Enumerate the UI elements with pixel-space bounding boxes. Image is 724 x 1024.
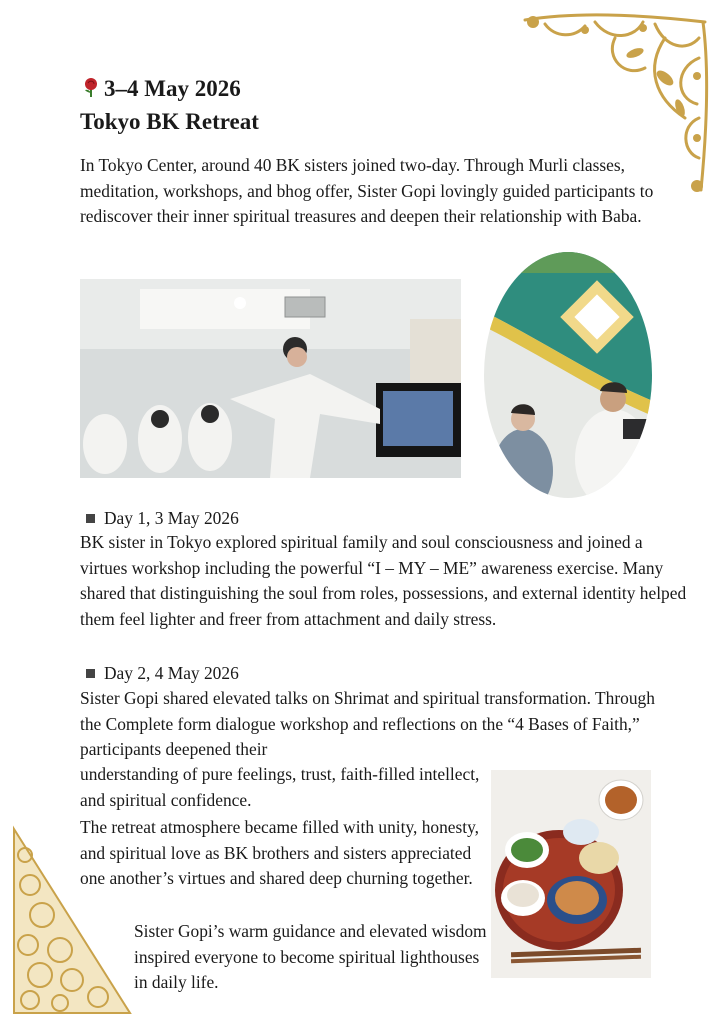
event-date-text: 3–4 May 2026 (104, 76, 241, 101)
event-date (80, 74, 241, 104)
day2-heading-text: Day 2, 4 May 2026 (104, 663, 239, 683)
class-oval-photo (483, 251, 653, 499)
page-title: Tokyo BK Retreat (80, 109, 259, 134)
intro-paragraph: In Tokyo Center, around 40 BK sisters joined two-day. Through Murli classes, meditation, workshops, and bhog offer, Sister Gopi lovingly guided participants to rediscover their inner spiritual treasures and deepen their relationship with Baba. (80, 155, 654, 226)
square-bullet-icon (86, 669, 95, 678)
meal-photo (491, 770, 651, 978)
meeting-room-photo (80, 279, 461, 478)
day1-heading-text: Day 1, 3 May 2026 (104, 508, 239, 528)
day1-paragraph: BK sister in Tokyo explored spiritual family and soul consciousness and joined a virtues workshop including the powerful “I – MY – ME” awareness exercise. Many shared that distinguishing the soul from roles, possessions, and external identity helped them feel lighter and freer from attachment and daily stress. (80, 532, 687, 629)
day2-paragraph: Sister Gopi shared elevated talks on Shrimat and spiritual transformation. Through the Complete form dialogue workshop and reflections on the “4 Bases of Faith,” participants deepened their (80, 688, 655, 759)
day2-paragraph-continued: understanding of pure feelings, trust, faith-filled intellect, and spiritual confidence. (80, 764, 480, 810)
closing-paragraph-1: The retreat atmosphere became filled with unity, honesty, and spiritual love as BK brothers and sisters appreciated one another’s virtues and shared deep churning together. (80, 817, 480, 888)
closing-paragraph-2: Sister Gopi’s warm guidance and elevated wisdom inspired everyone to become spiritual lighthouses in daily life. (134, 921, 487, 992)
day2-heading (86, 661, 239, 686)
square-bullet-icon (86, 514, 95, 523)
rose-icon (80, 77, 102, 99)
day1-heading (86, 506, 239, 531)
